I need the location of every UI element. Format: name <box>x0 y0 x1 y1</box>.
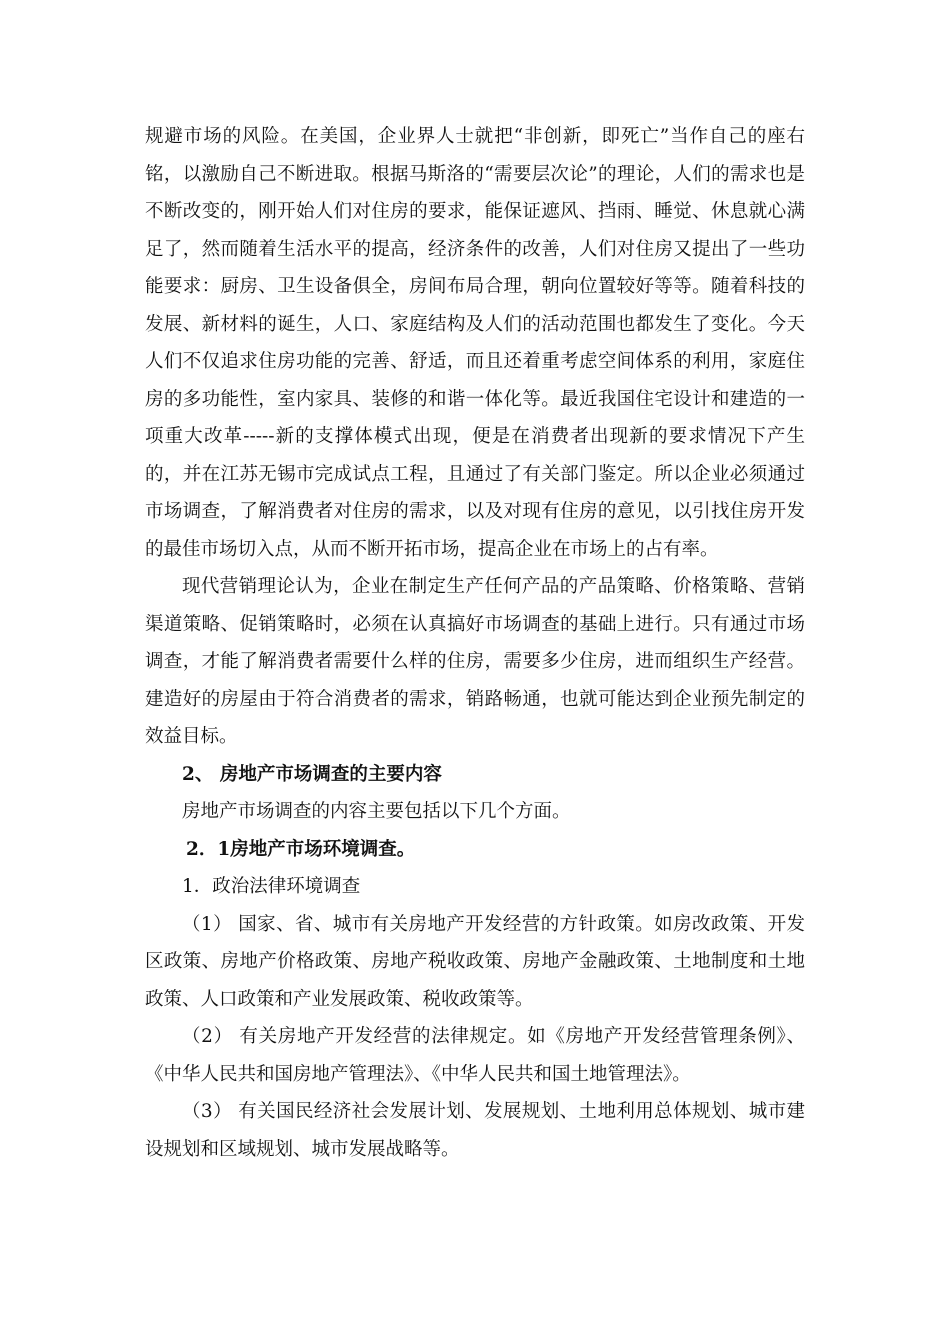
document-body <box>145 118 805 1168</box>
section-heading-2: 2、 房地产市场调查的主要内容 <box>182 763 442 785</box>
body-paragraph-2: 现代营销理论认为，企业在制定生产任何产品的产品策略、价格策略、营销渠道策略、促销策略时，必须在认真搞好市场调查的基础上进行。只有通过市场调查，才能了解消费者需要什么样的住房，需要多少住房，进而组织生产经营。建造好的房屋由于符合消费者的需求，销路畅通，也就可能达到企业预先制定的效益目标。 <box>145 576 805 747</box>
list-item: （3） 有关国民经济社会发展计划、发展规划、土地利用总体规划、城市建设规划和区域规划、城市发展战略等。 <box>145 1101 805 1160</box>
subsection-heading-2-1: 2．1房地产市场环境调查。 <box>186 838 416 860</box>
list-item: （1） 国家、省、城市有关房地产开发经营的方针政策。如房改政策、开发区政策、房地产价格政策、房地产税收政策、房地产金融政策、土地制度和土地政策、人口政策和产业发展政策、税收政策等。 <box>145 913 805 1010</box>
list-item: （2） 有关房地产开发经营的法律规定。如《房地产开发经营管理条例》、《中华人民共和国房地产管理法》、《中华人民共和国土地管理法》。 <box>145 1026 805 1085</box>
subheading-political-legal: 1．政治法律环境调查 <box>182 876 361 897</box>
section-intro: 房地产市场调查的内容主要包括以下几个方面。 <box>182 801 571 822</box>
body-paragraph-1: 规避市场的风险。在美国，企业界人士就把“非创新，即死亡”当作自己的座右铭，以激励自己不断进取。根据马斯洛的“需要层次论”的理论，人们的需求也是不断改变的，刚开始人们对住房的要求，能保证遮风、挡雨、睡觉、休息就心满足了，然而随着生活水平的提高，经济条件的改善，人们对住房又提出了一些功能要求：厨房、卫生设备俱全，房间布局合理，朝向位置较好等等。随着科技的发展、新材料的诞生，人口、家庭结构及人们的活动范围也都发生了变化。今天人们不仅追求住房功能的完善、舒适，而且还着重考虑空间体系的利用，家庭住房的多功能性，室内家具、装修的和谐一体化等。最近我国住宅设计和建造的一项重大改革-----新的支撑体模式出现，便是在消费者出现新的要求情况下产生的，并在江苏无锡市完成试点工程，且通过了有关部门鉴定。所以企业必须通过市场调查，了解消费者对住房的需求，以及对现有住房的意见，以引找住房开发的最佳市场切入点，从而不断开拓市场，提高企业在市场上的占有率。 <box>145 126 805 560</box>
